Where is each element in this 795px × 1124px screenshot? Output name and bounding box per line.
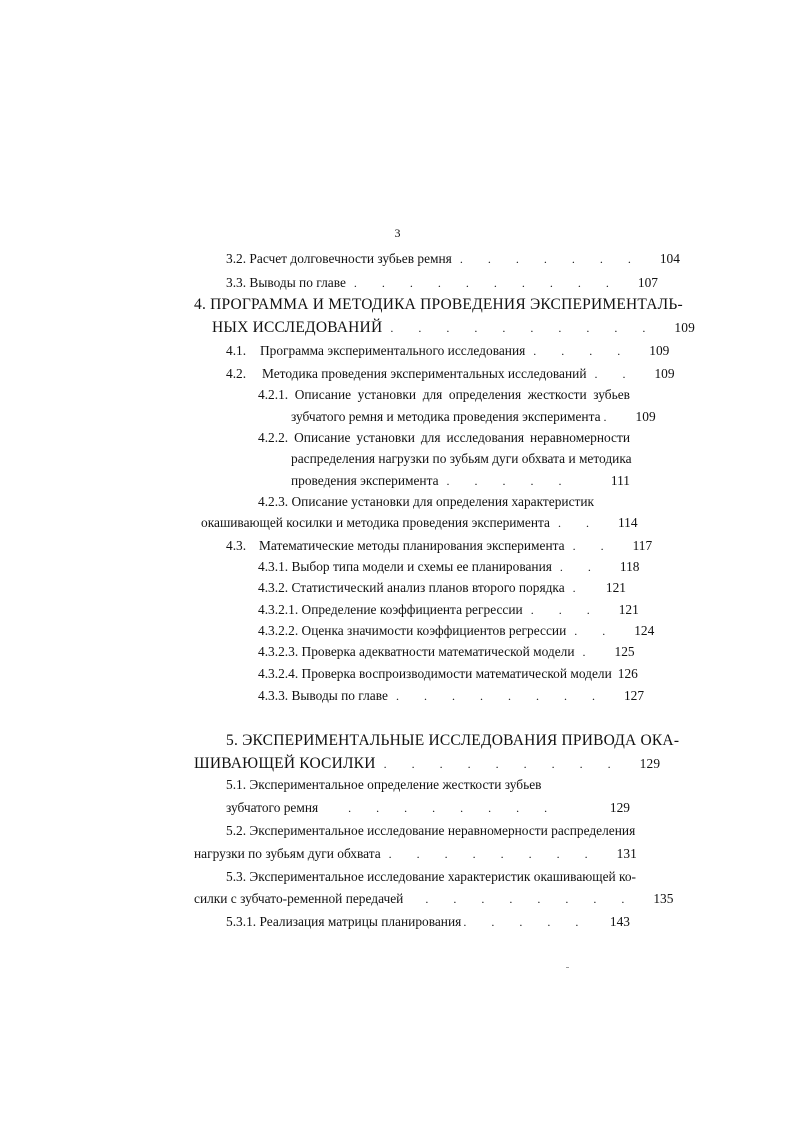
toc-entry-text: окашивающей косилки и методика проведения эксперимента (201, 515, 550, 530)
toc-chapter-5-line1 (226, 732, 680, 749)
toc-entry-text: 5. ЭКСПЕРИМЕНТАЛЬНЫЕ ИССЛЕДОВАНИЯ ПРИВОДА ОКА- (226, 732, 680, 749)
toc-entry-text: 4. ПРОГРАММА И МЕТОДИКА ПРОВЕДЕНИЯ ЭКСПЕРИМЕНТАЛЬ- (194, 296, 683, 313)
toc-entry-number: 4.1. (226, 343, 247, 358)
toc-entry-text: 5.2. Экспериментальное исследование неравномерности распределения (226, 823, 636, 838)
toc-entry-text: ШИВАЮЩЕЙ КОСИЛКИ (194, 755, 376, 772)
page-number: 3 (394, 226, 401, 240)
toc-entry-text: проведения эксперимента (291, 473, 439, 488)
toc-entry-4-1: 4.1. Программа экспериментального исследования .... 109 (226, 343, 670, 358)
toc-entry-text: Программа экспериментального исследования (260, 343, 526, 358)
toc-entry-text: 4.3.2. Статистический анализ планов второго порядка (258, 580, 565, 595)
toc-entry-4-3-2-4 (258, 666, 638, 682)
toc-entry-4-3-1: 4.3.1. Выбор типа модели и схемы ее планирования .. 118 (258, 559, 640, 574)
toc-entry-page: 124 (634, 623, 655, 638)
toc-entry-text: 3.2. Расчет долговечности зубьев ремня (226, 251, 452, 266)
toc-entry-page: 104 (659, 251, 680, 266)
toc-entry-page: 109 (635, 409, 656, 424)
toc-entry-page: 127 (623, 688, 645, 703)
toc-entry-text: 4.3.2.2. Оценка значимости коэффициентов регрессии (258, 623, 567, 638)
toc-entry-text: силки с зубчато-ременной передачей (194, 891, 404, 906)
toc-entry-4-3-2: 4.3.2. Статистический анализ планов второго порядка . 121 (258, 580, 626, 595)
toc-entry-4-2-3-line1 (258, 494, 630, 510)
toc-entry-text: 5.3.1. Реализация матрицы планирования (226, 914, 462, 929)
toc-entry-3-3: 3.3. Выводы по главе .......... 107 (226, 275, 658, 290)
toc-entry-page: 125 (614, 644, 635, 659)
toc-entry-text: Методика проведения экспериментальных исследований (262, 366, 587, 381)
toc-entry-5-3-line2: силки с зубчато-ременной передачей ........ 135 (194, 891, 674, 906)
toc-entry-text: 4.3.3. Выводы по главе (258, 688, 388, 703)
toc-entry-5-1-line1 (226, 777, 630, 793)
toc-entry-text: 4.3.1. Выбор типа модели и схемы ее планирования (258, 559, 552, 574)
toc-entry-page: 129 (639, 756, 661, 771)
toc-entry-4-2-3-line2: окашивающей косилки и методика проведения эксперимента .. 114 (201, 515, 638, 530)
toc-entry-page: 121 (618, 602, 639, 617)
toc-entry-4-2-2-line3: проведения эксперимента ..... 111 (291, 473, 630, 488)
toc-entry-page: 109 (649, 343, 670, 358)
toc-entry-4-3-2-1: 4.3.2.1. Определение коэффициента регрессии ... 121 (258, 602, 639, 617)
toc-entry-4-3: 4.3. Математические методы планирования эксперимента .. 117 (226, 538, 653, 553)
toc-entry-page: 143 (609, 914, 630, 929)
toc-entry-text: Математические методы планирования эксперимента (259, 538, 565, 553)
toc-chapter-4-line1 (194, 296, 683, 313)
toc-entry-5-2-line2: нагрузки по зубьям дуги обхвата ........ 131 (194, 846, 637, 861)
toc-entry-page: 109 (674, 320, 696, 335)
toc-entry-page: 131 (616, 846, 637, 861)
toc-entry-page: 118 (619, 559, 640, 574)
toc-entry-text: НЫХ ИССЛЕДОВАНИЙ (212, 319, 383, 336)
toc-entry-page: 111 (610, 473, 630, 488)
toc-entry-4-3-3: 4.3.3. Выводы по главе ........ 127 (258, 688, 645, 703)
toc-entry-text: 4.2.2. Описание установки для исследования неравномерности (258, 430, 630, 445)
toc-entry-text: 4.2.3. Описание установки для определения характеристик (258, 494, 595, 509)
toc-entry-text: зубчатого ремня и методика проведения эксперимента (291, 409, 601, 424)
toc-entry-4-3-2-3: 4.3.2.3. Проверка адекватности математической модели . 125 (258, 644, 635, 659)
toc-entry-5-1-line2: зубчатого ремня ........ 129 (226, 800, 630, 815)
toc-entry-number: 4.2. (226, 366, 247, 381)
toc-chapter-5-line2: ШИВАЮЩЕЙ КОСИЛКИ ......... 129 (194, 755, 661, 772)
toc-entry-page: 109 (654, 366, 675, 381)
toc-entry-5-3-1: 5.3.1. Реализация матрицы планирования ..... 143 (226, 914, 630, 929)
toc-entry-page: 121 (605, 580, 626, 595)
toc-entry-text: 4.3.2.4. Проверка воспроизводимости математической модели (258, 666, 612, 681)
toc-chapter-4-line2: НЫХ ИССЛЕДОВАНИЙ .......... 109 (212, 319, 696, 336)
toc-entry-text: распределения нагрузки по зубьям дуги обхвата и методика (291, 451, 632, 466)
toc-entry-text: 4.3.2.1. Определение коэффициента регрессии (258, 602, 523, 617)
toc-entry-4-2-2-line1 (258, 430, 630, 446)
toc-entry-4-2-1-line1 (258, 387, 630, 403)
toc-entry-4-2-2-line2 (291, 451, 630, 467)
toc-entry-text: нагрузки по зубьям дуги обхвата (194, 846, 381, 861)
toc-entry-page: 114 (617, 515, 638, 530)
toc-entry-text: 5.3. Экспериментальное исследование характеристик окашивающей ко- (226, 869, 637, 884)
toc-entry-number: 4.3. (226, 538, 247, 553)
toc-entry-3-2: 3.2. Расчет долговечности зубьев ремня ....... 104 (226, 251, 680, 266)
toc-entry-text: 3.3. Выводы по главе (226, 275, 346, 290)
toc-entry-page: 135 (653, 891, 674, 906)
toc-entry-page: 117 (632, 538, 653, 553)
toc-entry-5-3-line1 (226, 869, 637, 885)
toc-entry-text: 5.1. Экспериментальное определение жесткости зубьев (226, 777, 542, 792)
toc-entry-4-3-2-2: 4.3.2.2. Оценка значимости коэффициентов регрессии .. 124 (258, 623, 655, 638)
toc-entry-page: 126 (617, 666, 638, 681)
toc-entry-4-2-1-line2: зубчатого ремня и методика проведения эксперимента . 109 (291, 409, 656, 424)
toc-entry-page: 107 (637, 275, 658, 290)
toc-entry-text: 4.3.2.3. Проверка адекватности математической модели (258, 644, 575, 659)
scan-speck (566, 967, 569, 968)
toc-entry-page: 129 (609, 800, 630, 815)
toc-entry-text: зубчатого ремня (226, 800, 319, 815)
toc-entry-text: 4.2.1. Описание установки для определения жесткости зубьев (258, 387, 630, 402)
toc-entry-4-2: 4.2. Методика проведения экспериментальных исследований .. 109 (226, 366, 675, 381)
toc-entry-5-2-line1 (226, 823, 636, 839)
